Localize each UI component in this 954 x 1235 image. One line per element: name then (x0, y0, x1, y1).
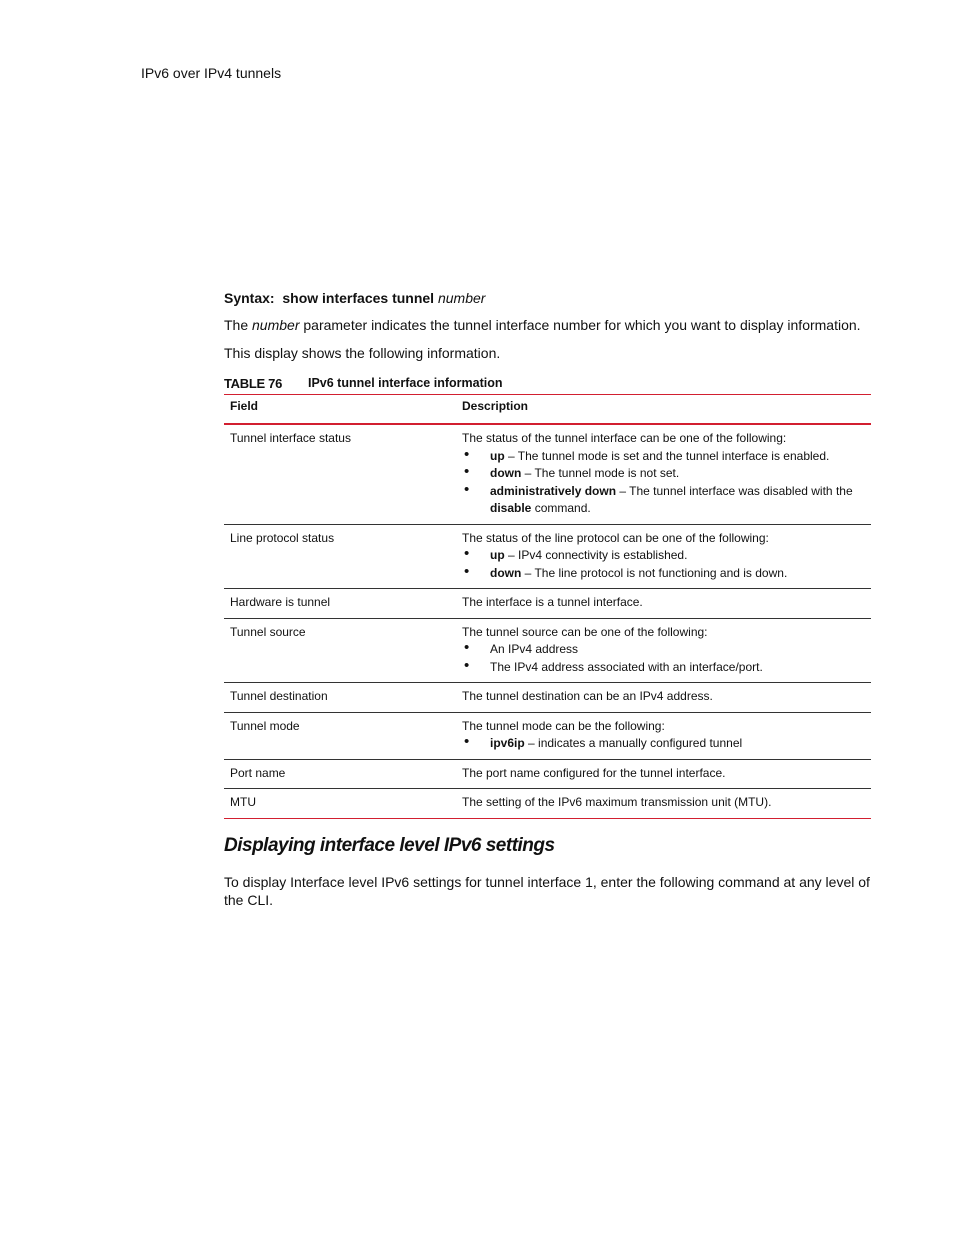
bullet-text: – The tunnel interface was disabled with the (616, 483, 853, 498)
table-title: IPv6 tunnel interface information (308, 376, 503, 390)
bullet-list (462, 448, 865, 518)
description-cell (456, 759, 871, 789)
description-cell (456, 712, 871, 759)
running-header: IPv6 over IPv4 tunnels (141, 65, 282, 81)
table-row (224, 589, 871, 619)
table-row (224, 759, 871, 789)
bullet-text: The IPv4 address associated with an interface/port. (490, 659, 763, 674)
description-intro: The tunnel source can be one of the following: (462, 624, 708, 639)
description-intro: The port name configured for the tunnel interface. (462, 765, 726, 780)
field-cell: Tunnel source (224, 618, 456, 683)
bullet-text: An IPv4 address (490, 642, 579, 656)
header-description: Description (456, 395, 871, 425)
para1-before: The (224, 317, 253, 333)
table-body (224, 424, 871, 818)
bullet-item (462, 465, 865, 483)
bullet-item (462, 483, 865, 518)
bullet-keyword: ipv6ip (490, 736, 525, 750)
description-intro: The setting of the IPv6 maximum transmission unit (MTU). (462, 795, 772, 809)
description-intro: The tunnel mode can be the following: (462, 718, 665, 733)
bullet-keyword: down (490, 466, 522, 480)
description-cell (456, 789, 871, 819)
bullet-text: command. (531, 501, 591, 515)
table-row (224, 789, 871, 819)
bullet-keyword: up (490, 448, 505, 463)
bullet-keyword: up (490, 548, 505, 562)
section-heading: Displaying interface level IPv6 settings (224, 834, 555, 856)
display-intro: This display shows the following information. (224, 345, 501, 361)
bullet-list (462, 735, 865, 753)
table-caption (224, 376, 871, 394)
bullet-text: – The tunnel mode is set and the tunnel interface is enabled. (504, 448, 830, 463)
field-cell: Tunnel interface status (224, 424, 456, 524)
syntax-line (224, 290, 871, 306)
description-intro: The status of the line protocol can be one of the following: (462, 530, 769, 545)
description-intro: The interface is a tunnel interface. (462, 595, 643, 609)
syntax-label: Syntax: (224, 290, 275, 306)
bullet-item (462, 735, 865, 753)
field-cell: MTU (224, 789, 456, 819)
para1-after: parameter indicates the tunnel interface number for which you want to display information. (299, 317, 861, 333)
tunnel-info-table (224, 394, 871, 819)
description-intro: The tunnel destination can be an IPv4 address. (462, 689, 713, 703)
section-body: To display Interface level IPv6 settings for tunnel interface 1, enter the following command at any level of the CLI. (224, 873, 870, 908)
table-header-row (224, 395, 871, 425)
para1-italic: number (252, 317, 300, 333)
description-cell (456, 589, 871, 619)
bullet-text: – IPv4 connectivity is established. (504, 548, 688, 562)
table-row (224, 524, 871, 589)
header-field: Field (224, 395, 456, 425)
parameter-description (224, 316, 871, 334)
field-cell: Port name (224, 759, 456, 789)
bullet-item (462, 547, 865, 565)
bullet-item (462, 641, 865, 659)
page-content (224, 290, 871, 919)
description-cell (456, 524, 871, 589)
field-cell: Tunnel mode (224, 712, 456, 759)
bullet-item (462, 565, 865, 583)
field-cell: Line protocol status (224, 524, 456, 589)
description-cell (456, 424, 871, 524)
bullet-list (462, 641, 865, 676)
table-row (224, 424, 871, 524)
bullet-text: – indicates a manually configured tunnel (524, 736, 743, 750)
syntax-argument: number (437, 290, 486, 306)
table-row (224, 683, 871, 713)
syntax-command: show interfaces tunnel (282, 290, 435, 306)
field-cell: Hardware is tunnel (224, 589, 456, 619)
field-cell: Tunnel destination (224, 683, 456, 713)
description-intro: The status of the tunnel interface can be one of the following: (462, 431, 787, 445)
bullet-list (462, 547, 865, 582)
table-row (224, 618, 871, 683)
description-cell (456, 618, 871, 683)
description-cell (456, 683, 871, 713)
bullet-text: – The line protocol is not functioning and is down. (521, 565, 788, 580)
bullet-item (462, 659, 865, 677)
bullet-keyword: disable (490, 501, 532, 515)
bullet-keyword: administratively down (490, 483, 617, 498)
bullet-keyword: down (490, 565, 522, 580)
bullet-text: – The tunnel mode is not set. (521, 466, 680, 480)
table-row (224, 712, 871, 759)
bullet-item (462, 448, 865, 466)
table-number: TABLE 76 (224, 376, 283, 391)
